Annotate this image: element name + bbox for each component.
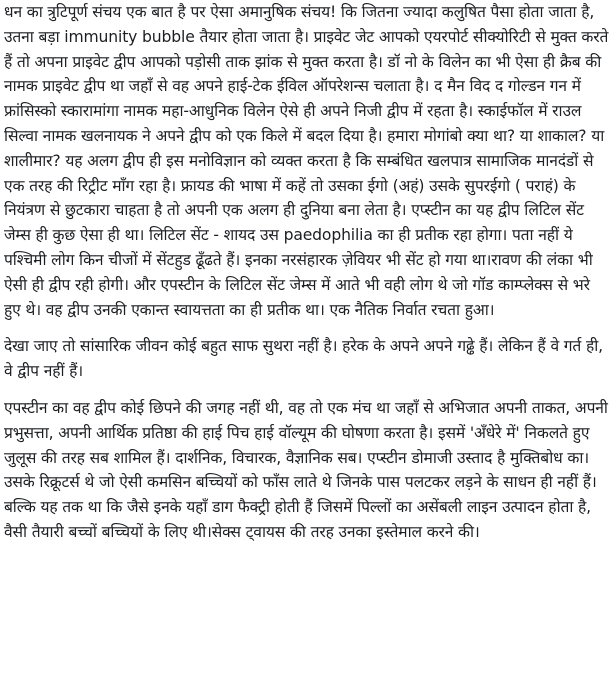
post-paragraph-1: धन का त्रुटिपूर्ण संचय एक बात है पर ऐसा अमानुषिक संचय! कि जितना ज्यादा कलुषित पैसा होता जाता है, उतना बड़ा immunity bubble तैयार होता जाता है। प्राइवेट जेट आपको एयरपोर्ट सीक्योरिटी से मुक्त करते हैं तो अपना प्राइवेट द्वीप आपको पड़ोसी ताक झांक से मुक्त करता है। डॉ नो के विलेन का भी ऐसा ही क्रैब की नामक प्राइवेट द्वीप था जहाँ से वह अपने हाई-टेक ईविल ऑपरेशन्स चलाता है। द मैन विद द गोल्डन गन में फ्रांसिस्को स्कारामांगा नामक महा-आधुनिक विलेन ऐसे ही अपने निजी द्वीप में रहता है। स्काईफॉल में राउल सिल्वा नामक खलनायक ने अपने द्वीप को एक किले में बदल दिया है। हमारा मोगांबो क्या था? या शाकाल? या शालीमार? यह अलग द्वीप ही इस मनोविज्ञान को व्यक्त करता है कि सम्बंधित खलपात्र सामाजिक मानदंडों से एक तरह की रिट्रीट माँग रहा है। फ्रायड की भाषा में कहें तो उसका ईगो (अहं) उसके सुपरईगो ( पराहं) के नियंत्रण से छुटकारा चाहता है तो अपनी एक अलग ही दुनिया बना लेता है। एप्स्टीन का यह द्वीप लिटिल सेंट जेम्स ही कुछ ऐसा ही था। लिटिल सेंट - शायद उस paedophilia का ही प्रतीक रहा होगा। पता नहीं ये पश्चिमी लोग किन चीजों में सेंटहुड ढूँढते हैं। इनका नरसंहारक ज़ेवियर भी सेंट हो गया था।रावण की लंका भी ऐसी ही द्वीप रही होगी। और एपस्टीन के लिटिल सेंट जेम्स में आते भी वही लोग थे जो गॉड काम्प्लेक्स से भरे हुए थे। वह द्वीप उनकी एकान्त स्वायत्तता का ही प्रतीक था। एक नैतिक निर्वात रचता हुआ। [4,3,609,319]
post-body [4,0,610,545]
post-paragraph-2: देखा जाए तो सांसारिक जीवन कोई बहुत साफ सुथरा नहीं है। हरेक के अपने अपने गढ्ढे हैं। लेकिन हैं वे गर्त ही, वे द्वीप नहीं हैं। [4,337,603,381]
post-paragraph-3: एपस्टीन का वह द्वीप कोई छिपने की जगह नहीं थी, वह तो एक मंच था जहाँ से अभिजात अपनी ताकत, अपनी प्रभुसत्ता, अपनी आर्थिक प्रतिष्ठा की हाई पिच हाई वॉल्यूम की घोषणा करता है। इसमें 'अँधेरे में' निकलते हुए जुलूस की तरह सब शामिल हैं। दार्शनिक, विचारक, वैज्ञानिक सब। एप्स्टीन डोमाजी उस्ताद है मुक्तिबोध का। उसके रिक्रूटर्स थे जो ऐसी कमसिन बच्चियों को फाँस लाते थे जिनके पास पलटकर लड़ने के साधन ही नहीं हैं।बल्कि यह तक था कि जैसे इनके यहाँ डाग फैक्ट्री होती हैं जिसमें पिल्लों का असेंबली लाइन उत्पादन होता है, वैसी तैयारी बच्चों बच्चियों के लिए थी।सेक्स ट्वायस की तरह उनका इस्तेमाल करने की। [4,398,608,541]
